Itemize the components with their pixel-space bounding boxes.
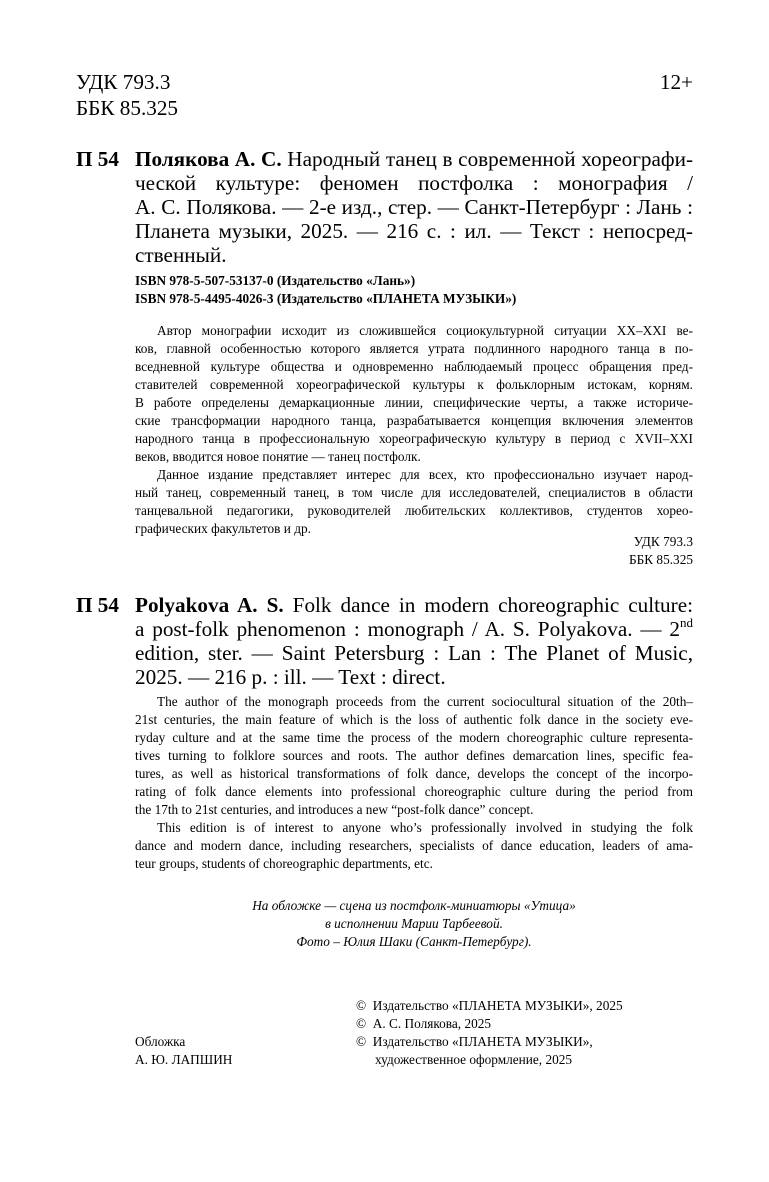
en-abstract-line: rating of folk dance elements into professional choreographic culture during the period from bbox=[135, 784, 693, 799]
en-title-line: Folk dance in modern choreographic culture: bbox=[292, 593, 693, 617]
en-abstract-line: 21st centuries, the main feature of which is the loss of authentic folk dance in the society eve- bbox=[135, 712, 693, 727]
copyright-line: Издательство «ПЛАНЕТА МУЗЫКИ», 2025 bbox=[372, 998, 623, 1013]
ru-record-line: Планета музыки, 2025. — 216 с. : ил. — Текст : непосред- bbox=[135, 219, 693, 243]
ru-classification-code: П 54 bbox=[76, 147, 119, 171]
ru-bibliographic-record bbox=[135, 147, 693, 267]
en-abstract-line: ryday culture and at the same time the process of the modern choreographic culture representa- bbox=[135, 730, 693, 745]
en-record-line: edition, ster. — Saint Petersburg : Lan : The Planet of Music, bbox=[135, 641, 693, 665]
ru-abstract-line: Данное издание представляет интерес для всех, кто профессионально изучает народ- bbox=[157, 467, 693, 482]
copyright-symbol: © bbox=[356, 1016, 367, 1031]
ru-abstract-line: ный танец, современный танец, в том числе для исследователей, специалистов в области bbox=[135, 485, 693, 500]
bbk-small: ББК 85.325 bbox=[628, 552, 693, 567]
bbk-header: ББК 85.325 bbox=[76, 96, 179, 120]
ru-title-line: Народный танец в современной хореографи- bbox=[287, 147, 694, 171]
en-abstract-line: teur groups, students of choreographic departments, etc. bbox=[135, 856, 433, 871]
ru-abstract bbox=[135, 322, 693, 538]
cover-credit-name: А. Ю. ЛАПШИН bbox=[135, 1052, 233, 1067]
ru-abstract-line: ков, главной особенностью которого является утрата подлинного народного танца в по- bbox=[135, 341, 693, 356]
ru-author: Полякова А. С. bbox=[135, 147, 282, 171]
en-record-line: a post-folk phenomenon : monograph / A. S. Polyakova. — 2 bbox=[135, 617, 680, 641]
isbn-lan: ISBN 978-5-507-53137-0 (Издательство «Лань») bbox=[135, 273, 416, 288]
ru-abstract-line: графических факультетов и др. bbox=[135, 521, 311, 536]
copyright-block bbox=[356, 997, 623, 1069]
age-rating: 12+ bbox=[659, 70, 693, 94]
ru-record-line: А. С. Полякова. — 2-е изд., стер. — Санкт-Петербург : Лань : bbox=[135, 195, 693, 219]
ru-abstract-line: ставителей современной хореографической культуры к фольклорным истокам, корням. bbox=[135, 377, 693, 392]
en-abstract-line: This edition is of interest to anyone who’s professionally involved in studying the folk bbox=[157, 820, 693, 835]
ru-abstract-line: В работе определены демаркационные линии, специфические черты, а также историче- bbox=[135, 395, 693, 410]
cover-credit-label: Обложка bbox=[135, 1034, 186, 1049]
ru-abstract-line: веков, вводится новое понятие — танец постфолк. bbox=[135, 449, 421, 464]
udk-header: УДК 793.3 bbox=[76, 70, 171, 94]
en-classification-code: П 54 bbox=[76, 593, 119, 617]
en-abstract-line: dance and modern dance, including researchers, specialists of dance education, leaders of ama- bbox=[135, 838, 693, 853]
en-abstract-line: The author of the monograph proceeds from the current sociocultural situation of the 20th– bbox=[157, 694, 693, 709]
ru-abstract-line: танцевальной педагогики, руководителей любительских коллективов, студентов хорео- bbox=[135, 503, 693, 518]
ru-abstract-line: вседневной культуре общества и одновременно наблюдаемый процесс обращения пред- bbox=[135, 359, 693, 374]
udk-small: УДК 793.3 bbox=[633, 534, 693, 549]
ru-abstract-line: Автор монографии исходит из сложившейся социокультурной ситуации XX–XXI ве- bbox=[157, 323, 693, 338]
isbn-planet-of-music: ISBN 978-5-4495-4026-3 (Издательство «ПЛАНЕТА МУЗЫКИ») bbox=[135, 291, 517, 306]
ru-record-line: ческой культуре: феномен постфолка : монография / bbox=[135, 171, 693, 195]
copyright-symbol: © bbox=[356, 998, 367, 1013]
ru-abstract-line: народного танца в профессиональную хореографическую культуру в период с XVII–XXI bbox=[135, 431, 693, 446]
cover-note-line: Фото – Юлия Шаки (Санкт-Петербург). bbox=[296, 934, 532, 949]
en-abstract-line: tures, as well as historical transformations of folk dance, develops the concept of the incorpo- bbox=[135, 766, 693, 781]
ru-record-line: ственный. bbox=[135, 243, 227, 267]
cover-note-line: в исполнении Марии Тарбеевой. bbox=[325, 916, 503, 931]
en-author: Polyakova A. S. bbox=[135, 593, 284, 617]
en-bibliographic-record bbox=[135, 593, 693, 689]
en-abstract-line: the 17th to 21st centuries, and introduces a new “post-folk dance” concept. bbox=[135, 802, 534, 817]
copyright-symbol: © bbox=[356, 1034, 367, 1049]
copyright-line: художественное оформление, 2025 bbox=[375, 1052, 573, 1067]
ordinal-suffix: nd bbox=[680, 615, 693, 630]
copyright-line: Издательство «ПЛАНЕТА МУЗЫКИ», bbox=[372, 1034, 593, 1049]
ru-abstract-line: ские трансформации народного танца, разрабатывается концепция включения элементов bbox=[135, 413, 693, 428]
copyright-line: А. С. Полякова, 2025 bbox=[372, 1016, 492, 1031]
en-abstract-line: tives turning to folklore sources and roots. The author defines demarcation lines, specific fea- bbox=[135, 748, 693, 763]
en-abstract bbox=[135, 693, 693, 873]
cover-note bbox=[135, 897, 693, 951]
en-record-line: 2025. — 216 p. : ill. — Text : direct. bbox=[135, 665, 446, 689]
cover-note-line: На обложке — сцена из постфолк-миниатюры «Утица» bbox=[252, 898, 576, 913]
